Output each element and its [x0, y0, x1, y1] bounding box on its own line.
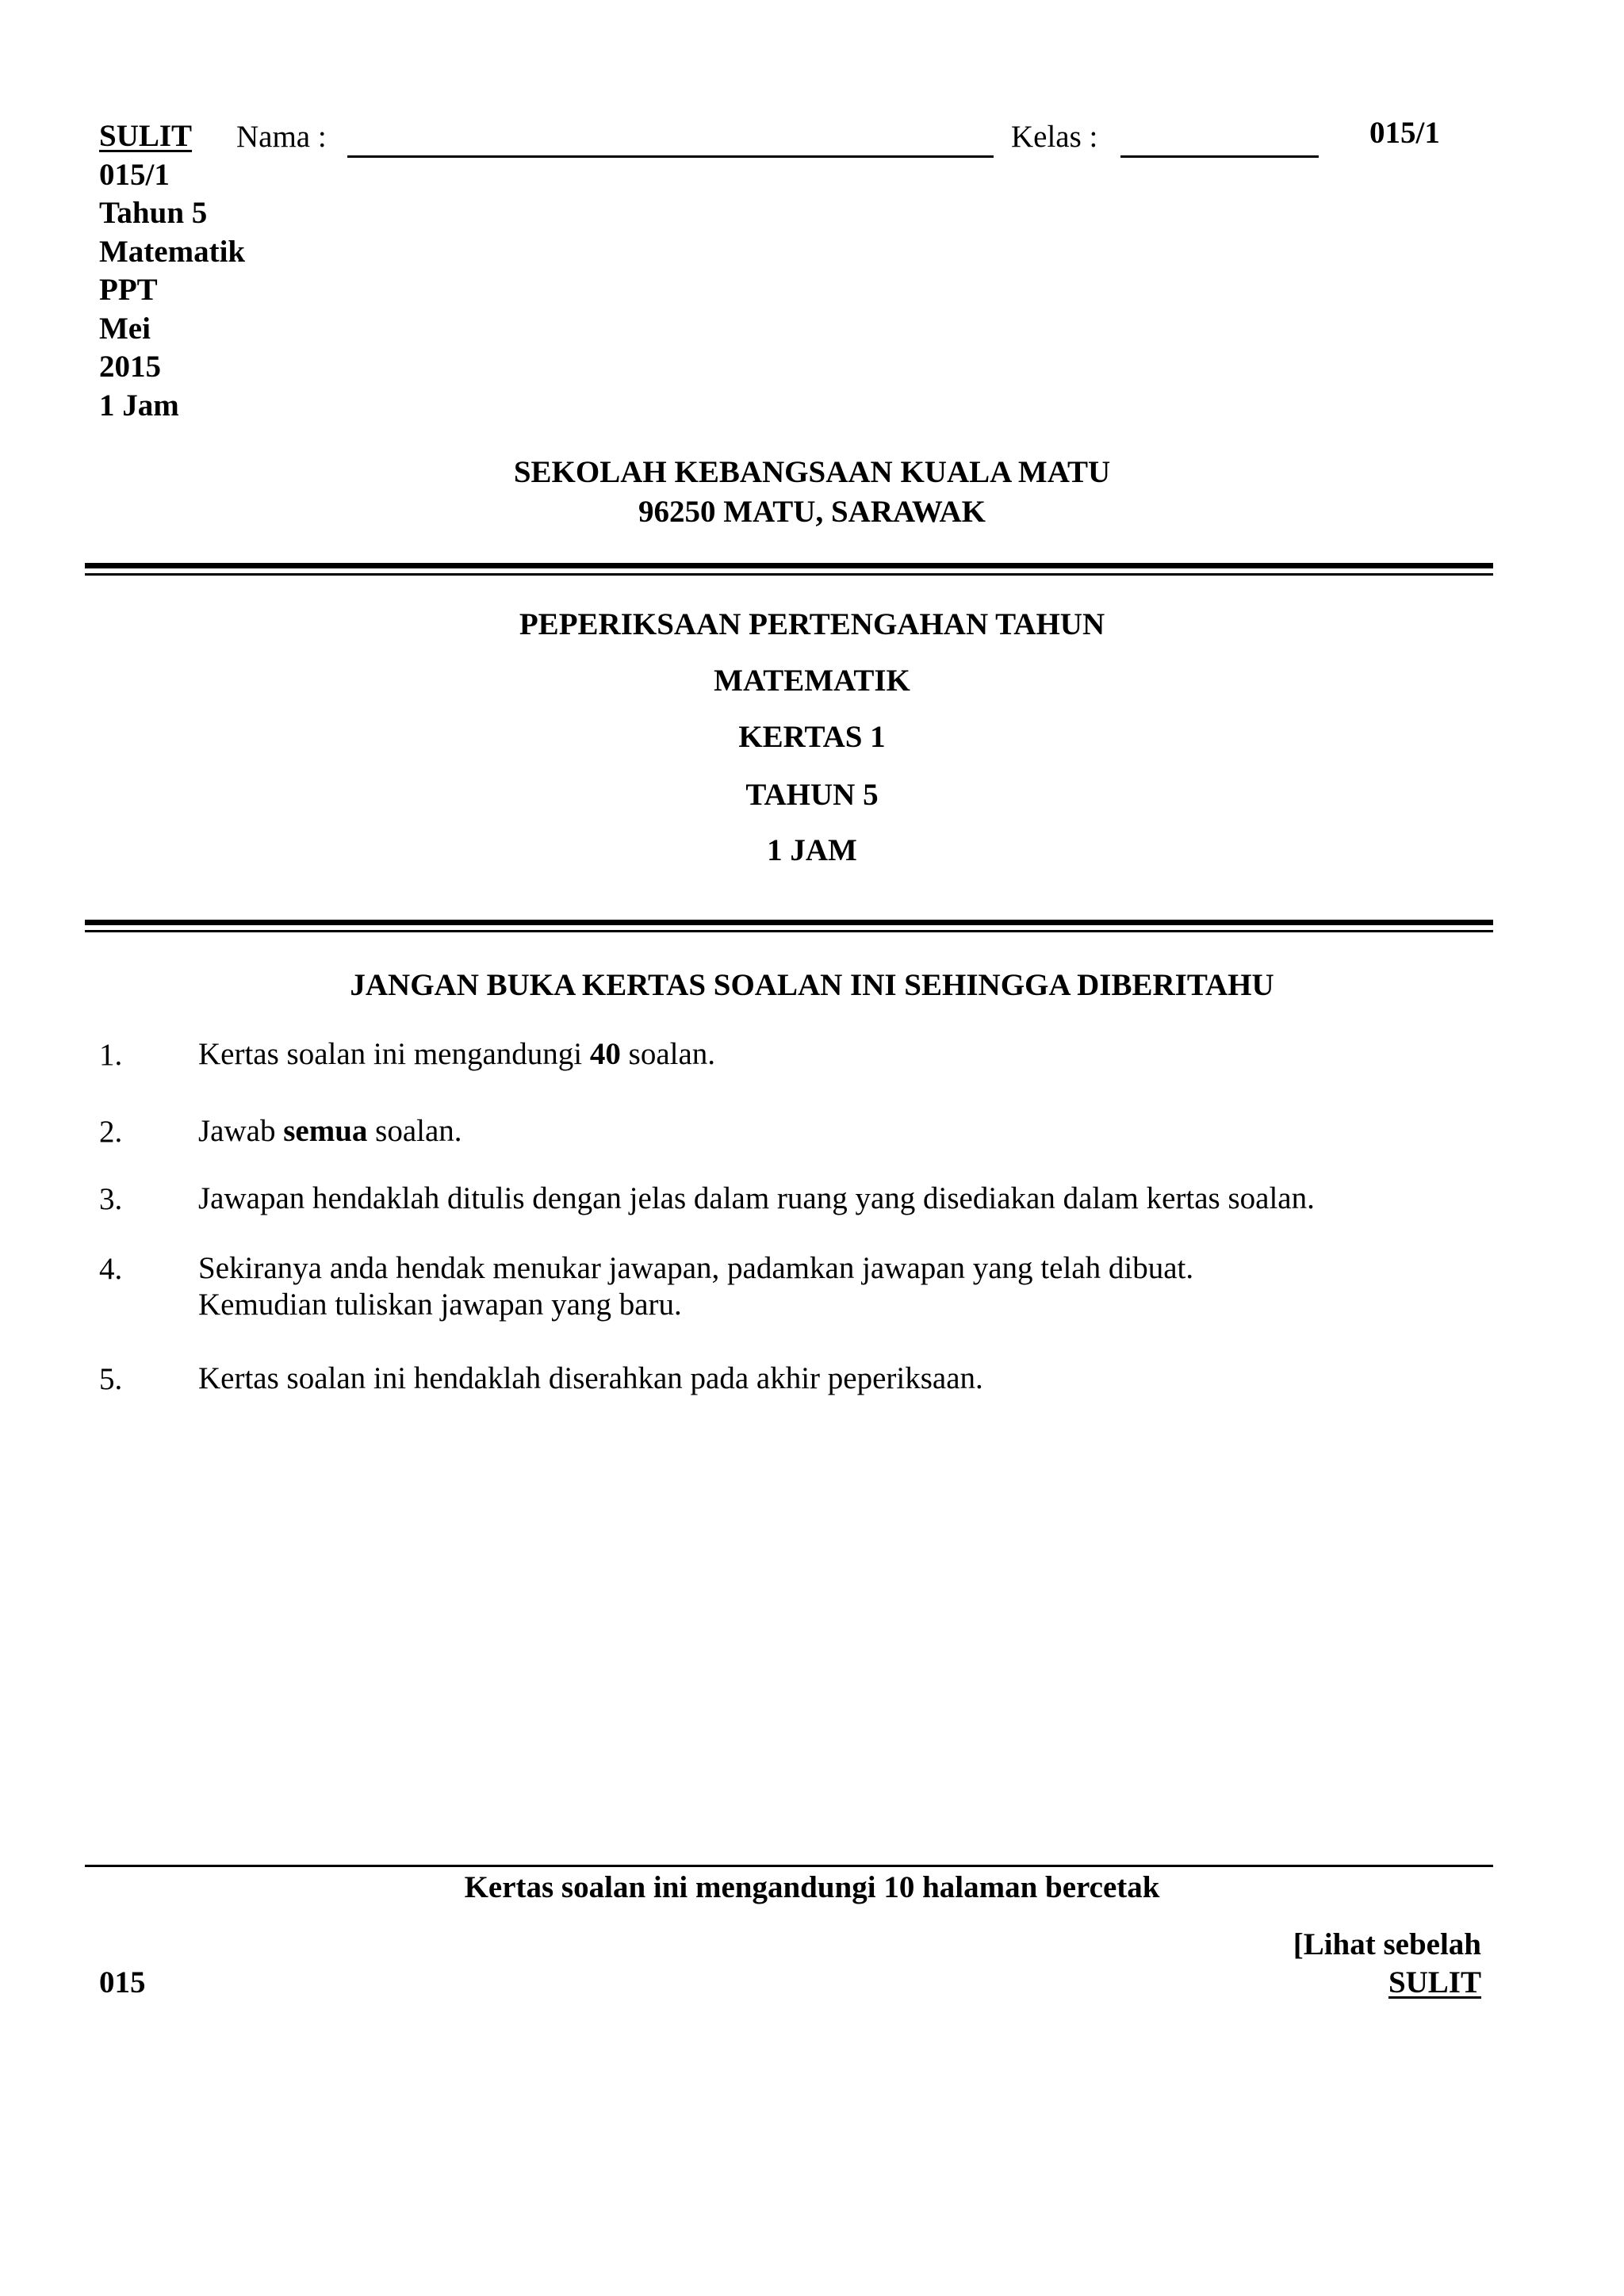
instruction-number: 1. [99, 1038, 123, 1072]
subject-name: Matematik [99, 234, 246, 269]
instruction-number: 3. [99, 1182, 123, 1216]
footer-divider [85, 1865, 1493, 1867]
exam-duration: 1 Jam [99, 388, 179, 423]
kelas-field[interactable] [1120, 155, 1319, 158]
school-address: 96250 MATU, SARAWAK [638, 495, 986, 529]
pages-note: Kertas soalan ini mengandungi 10 halaman bercetak [464, 1870, 1160, 1904]
instruction-number: 5. [99, 1362, 123, 1396]
year-level: Tahun 5 [99, 196, 208, 230]
mid-divider-thin [85, 930, 1493, 932]
instruction-item-4-line-1: Sekiranya anda hendak menukar jawapan, padamkan jawapan yang telah dibuat. [198, 1251, 1194, 1285]
kelas-label: Kelas : [1011, 120, 1098, 154]
footer-code: 015 [99, 1965, 146, 1999]
top-divider-thin [85, 573, 1493, 576]
instruction-number: 4. [99, 1252, 123, 1286]
exam-title: PEPERIKSAAN PERTENGAHAN TAHUN [519, 607, 1105, 641]
instruction-item-5: Kertas soalan ini hendaklah diserahkan pada akhir peperiksaan. [198, 1361, 983, 1395]
instructions-heading: JANGAN BUKA KERTAS SOALAN INI SEHINGGA DIBERITAHU [350, 968, 1274, 1002]
exam-month: Mei [99, 311, 151, 346]
school-name: SEKOLAH KEBANGSAAN KUALA MATU [513, 455, 1111, 489]
paper-code: 015/1 [99, 157, 170, 192]
header-left-block [99, 117, 245, 425]
instruction-item-3: Jawapan hendaklah ditulis dengan jelas dalam ruang yang disediakan dalam kertas soalan. [198, 1181, 1315, 1215]
nama-field[interactable] [347, 155, 994, 158]
paper-code-right: 015/1 [1369, 116, 1440, 150]
mid-divider-thick [85, 920, 1493, 925]
instruction-item-4-line-2: Kemudian tuliskan jawapan yang baru. [198, 1288, 682, 1322]
exam-year: 2015 [99, 350, 161, 384]
exam-paper: KERTAS 1 [738, 720, 886, 754]
exam-year-level: TAHUN 5 [745, 778, 879, 812]
classification-label: SULIT [99, 119, 193, 153]
instruction-item-2: Jawab semua soalan. [198, 1114, 462, 1148]
exam-subject: MATEMATIK [714, 664, 910, 698]
turn-over-note: [Lihat sebelah [1293, 1927, 1481, 1961]
instruction-item-1: Kertas soalan ini mengandungi 40 soalan. [198, 1037, 716, 1071]
nama-label: Nama : [236, 120, 327, 154]
classification-footer: SULIT [1388, 1965, 1481, 1999]
exam-type: PPT [99, 273, 158, 307]
instruction-number: 2. [99, 1115, 123, 1149]
exam-duration-title: 1 JAM [767, 833, 857, 867]
top-divider-thick [85, 563, 1493, 568]
